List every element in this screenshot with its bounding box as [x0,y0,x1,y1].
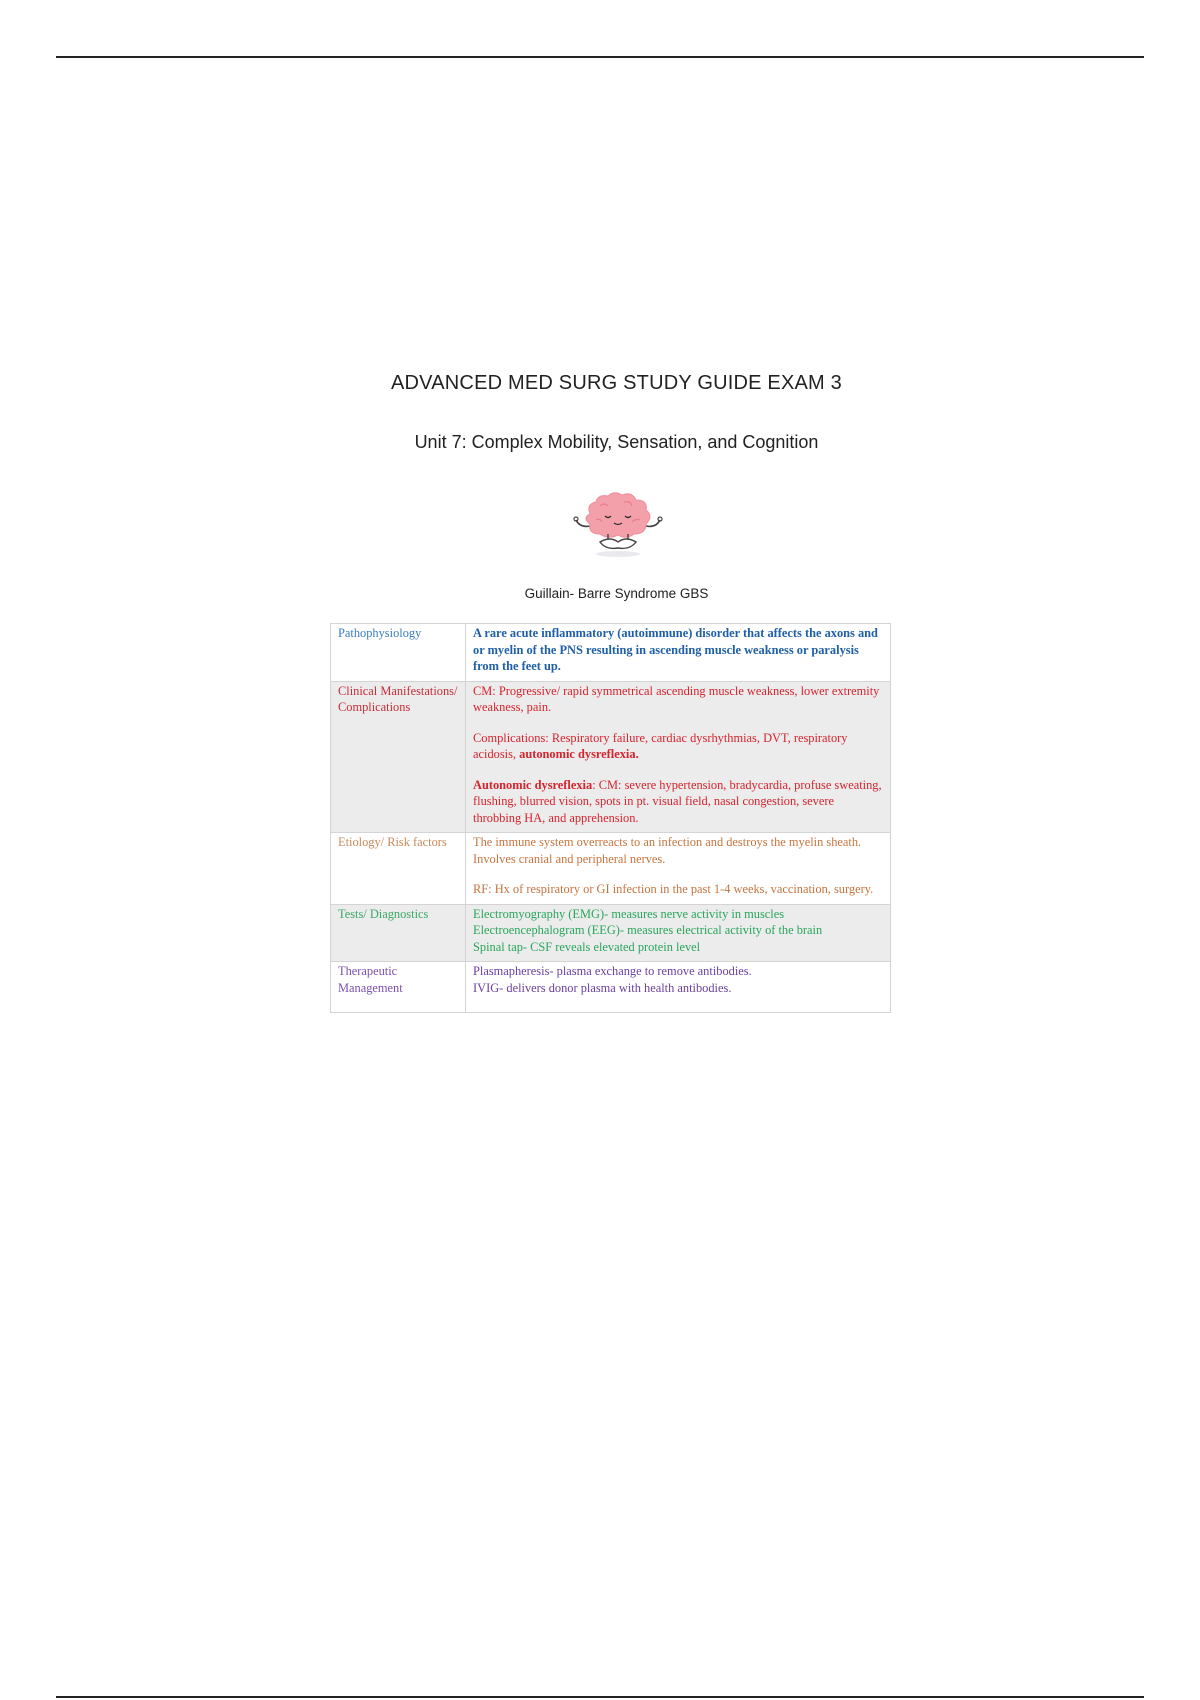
row-content [466,833,891,905]
row-content [466,624,891,682]
row-content [466,681,891,833]
document-title: ADVANCED MED SURG STUDY GUIDE EXAM 3 [391,372,842,394]
table-row-tests [331,904,891,962]
test-emg: Electromyography (EMG)- measures nerve activity in muscles [473,906,785,921]
row-label: Clinical Manifestations/ Complications [331,681,466,833]
section-heading: Guillain- Barre Syndrome GBS [524,586,709,601]
test-eeg: Electroencephalogram (EEG)- measures electrical activity of the brain [473,923,823,937]
test-spinal-tap: Spinal tap- CSF reveals elevated protein level [473,939,701,954]
row-label: Etiology/ Risk factors [331,833,466,905]
gbs-study-table [330,623,891,1013]
table-row-pathophysiology [331,624,891,682]
row-content [466,904,891,962]
autonomic-dysreflexia-text: Autonomic dysreflexia: CM: severe hypertension, bradycardia, profuse sweating, flushing, blurred vision, spots in pt. visual field, nasal congestion, severe throbbing HA, and apprehension. [473,777,882,825]
risk-factors-text: RF: Hx of respiratory or GI infection in the past 1-4 weeks, vaccination, surgery. [473,882,874,896]
table-row-etiology [331,833,891,905]
pathophysiology-text: A rare acute inflammatory (autoimmune) disorder that affects the axons and or myelin of the PNS resulting in ascending muscle weakness or paralysis from the feet up. [473,626,878,673]
therapy-plasmapheresis: Plasmapheresis- plasma exchange to remove antibodies. [473,964,752,978]
therapy-ivig: IVIG- delivers donor plasma with health antibodies. [473,980,732,995]
unit-heading: Unit 7: Complex Mobility, Sensation, and Cognition [414,432,819,452]
table-row-clinical [331,681,891,833]
clinical-manifestations-text: CM: Progressive/ rapid symmetrical ascending muscle weakness, lower extremity weakness, pain. [473,683,880,714]
complications-text: Complications: Respiratory failure, cardiac dysrhythmias, DVT, respiratory acidosis, autonomic dysreflexia. [473,730,848,761]
row-label: Tests/ Diagnostics [331,904,466,962]
row-label: Pathophysiology [331,624,466,682]
table-row-therapeutic [331,962,891,1013]
meditating-brain-icon [570,490,666,560]
footer-divider [56,1696,1144,1698]
etiology-text: The immune system overreacts to an infection and destroys the myelin sheath. Involves cranial and peripheral nerves. [473,835,862,866]
header-divider [56,56,1144,58]
row-content [466,962,891,1013]
row-label: Therapeutic Management [331,962,466,1013]
